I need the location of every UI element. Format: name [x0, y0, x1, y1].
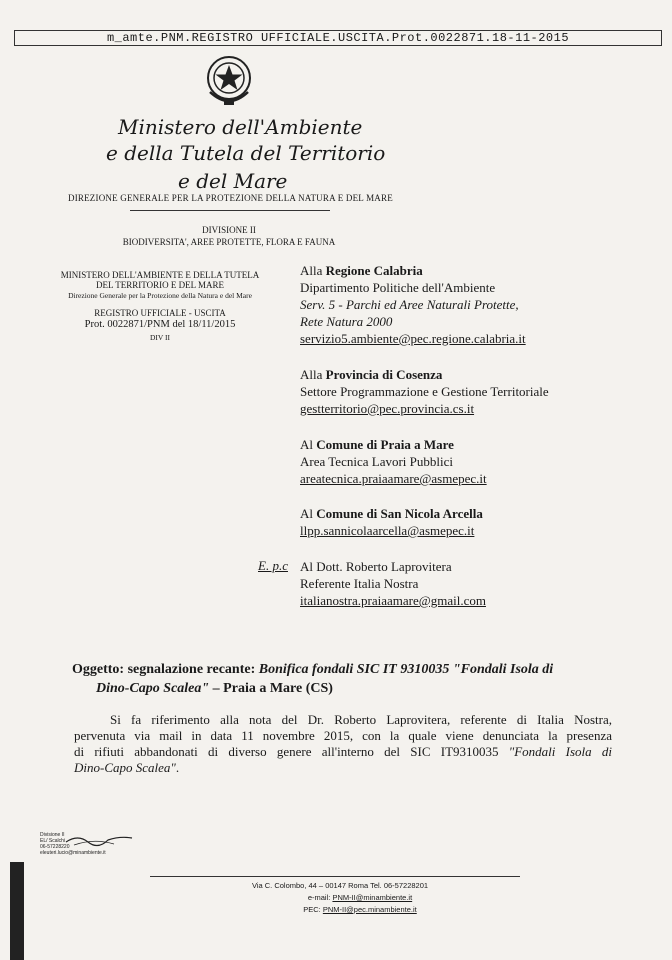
recipient-provincia-cosenza [300, 366, 549, 417]
recipient-comune-san-nicola [300, 505, 483, 539]
cc-label: E. p.c [258, 558, 288, 573]
cc-email[interactable]: italianostra.praiaamare@gmail.com [300, 593, 486, 608]
recipient-department: Settore Programmazione e Gestione Territoriale [300, 384, 549, 399]
subject-line-2 [96, 679, 333, 698]
registry-direction: Direzione Generale per la Protezione della Natura e del Mare [68, 291, 252, 300]
recipient-comune-praia [300, 436, 487, 487]
recipient-email[interactable]: gestterritorio@pec.provincia.cs.it [300, 401, 475, 416]
recipient-name: Provincia di Cosenza [325, 367, 443, 382]
body-line: pervenuta via mail in data 11 novembre 2015, con la quale viene denunciata la presenza [74, 728, 612, 743]
registry-division: DIV II [149, 333, 171, 342]
ministry-name-line2: e della Tutela del Territorio [106, 141, 386, 165]
general-direction: DIREZIONE GENERALE PER LA PROTEZIONE DELLA NATURA E DEL MARE [68, 193, 393, 203]
recipient-prefix: Al [300, 437, 317, 452]
footer-divider [150, 876, 520, 877]
subject-title-cont: Dino-Capo Scalea" [96, 681, 210, 696]
body-line [74, 760, 612, 776]
scan-edge-mark [10, 862, 24, 960]
signature-name: EL/ Scalchi [40, 838, 66, 844]
body-text-italic: Dino-Capo Scalea" [74, 760, 176, 775]
footer-address: Via C. Colombo, 44 – 00147 Roma Tel. 06-57228201 [251, 881, 429, 890]
subject-title: Bonifica fondali SIC IT 9310035 "Fondali Isola di [258, 662, 554, 677]
registry-ministry: MINISTERO DELL'AMBIENTE E DELLA TUTELA [60, 270, 260, 280]
registry-ministry-2: DEL TERRITORIO E DEL MARE [96, 280, 224, 290]
recipient-email[interactable]: llpp.sannicolaarcella@asmepec.it [300, 523, 475, 538]
recipient-name: Comune di Praia a Mare [316, 437, 454, 452]
cc-role: Referente Italia Nostra [300, 576, 419, 591]
signature-division: Divisione II [40, 832, 65, 838]
recipient-service-2: Rete Natura 2000 [300, 314, 393, 329]
body-line: Si fa riferimento alla nota del Dr. Roberto Laprovitera, referente di Italia Nostra, [110, 712, 612, 727]
footer-email-label: e-mail: [307, 893, 333, 902]
divider [130, 210, 330, 211]
footer-email [200, 892, 520, 903]
subject-label: Oggetto: segnalazione recante: [72, 662, 259, 677]
registry-protocol: Prot. 0022871/PNM del 18/11/2015 [84, 319, 236, 330]
body-text-segment: di rifiuti abbandonati di diverso genere all'interno del SIC IT9310035 [74, 744, 509, 759]
recipient-email[interactable]: areatecnica.praiaamare@asmepec.it [300, 471, 487, 486]
division-title: DIVISIONE II [202, 225, 256, 235]
body-text-segment: . [175, 760, 180, 775]
recipient-prefix: Al [300, 506, 317, 521]
signature-scribble [64, 832, 134, 848]
recipient-regione-calabria [300, 262, 526, 347]
body-text-italic: "Fondali Isola di [508, 744, 612, 759]
signature-phone: 06-57228220 [40, 844, 70, 850]
body-text [74, 712, 612, 776]
cc-recipient [300, 558, 486, 609]
registry-type: REGISTRO UFFICIALE - USCITA [94, 308, 226, 318]
recipient-email[interactable]: servizio5.ambiente@pec.regione.calabria.it [300, 331, 526, 346]
footer-pec-label: PEC: [303, 905, 323, 914]
signature-email: eleuteri.lucio@minambiente.it [40, 850, 106, 856]
division-description: BIODIVERSITA', AREE PROTETTE, FLORA E FAUNA [122, 237, 336, 247]
recipient-department: Dipartimento Politiche dell'Ambiente [300, 280, 496, 295]
protocol-stamp: m_amte.PNM.REGISTRO UFFICIALE.USCITA.Prot.0022871.18-11-2015 [14, 30, 662, 46]
footer-pec [200, 904, 520, 915]
footer-email-link[interactable]: PNM-II@minambiente.it [332, 893, 413, 902]
body-line [74, 744, 612, 760]
recipient-name: Regione Calabria [325, 263, 423, 278]
recipient-name: Comune di San Nicola Arcella [316, 506, 483, 521]
cc-name: Al Dott. Roberto Laprovitera [300, 559, 452, 574]
recipient-prefix: Alla [300, 367, 326, 382]
ministry-name-line1: Ministero dell'Ambiente [118, 115, 363, 139]
ministry-name-line3: e del Mare [178, 169, 288, 193]
subject-line [72, 660, 553, 679]
italian-republic-emblem-icon [204, 52, 254, 108]
subject-place: – Praia a Mare (CS) [209, 681, 333, 696]
recipient-prefix: Alla [300, 263, 326, 278]
recipient-department: Area Tecnica Lavori Pubblici [300, 454, 453, 469]
footer-pec-link[interactable]: PNM-II@pec.minambiente.it [322, 905, 417, 914]
recipient-service: Serv. 5 - Parchi ed Aree Naturali Protette, [300, 297, 519, 312]
